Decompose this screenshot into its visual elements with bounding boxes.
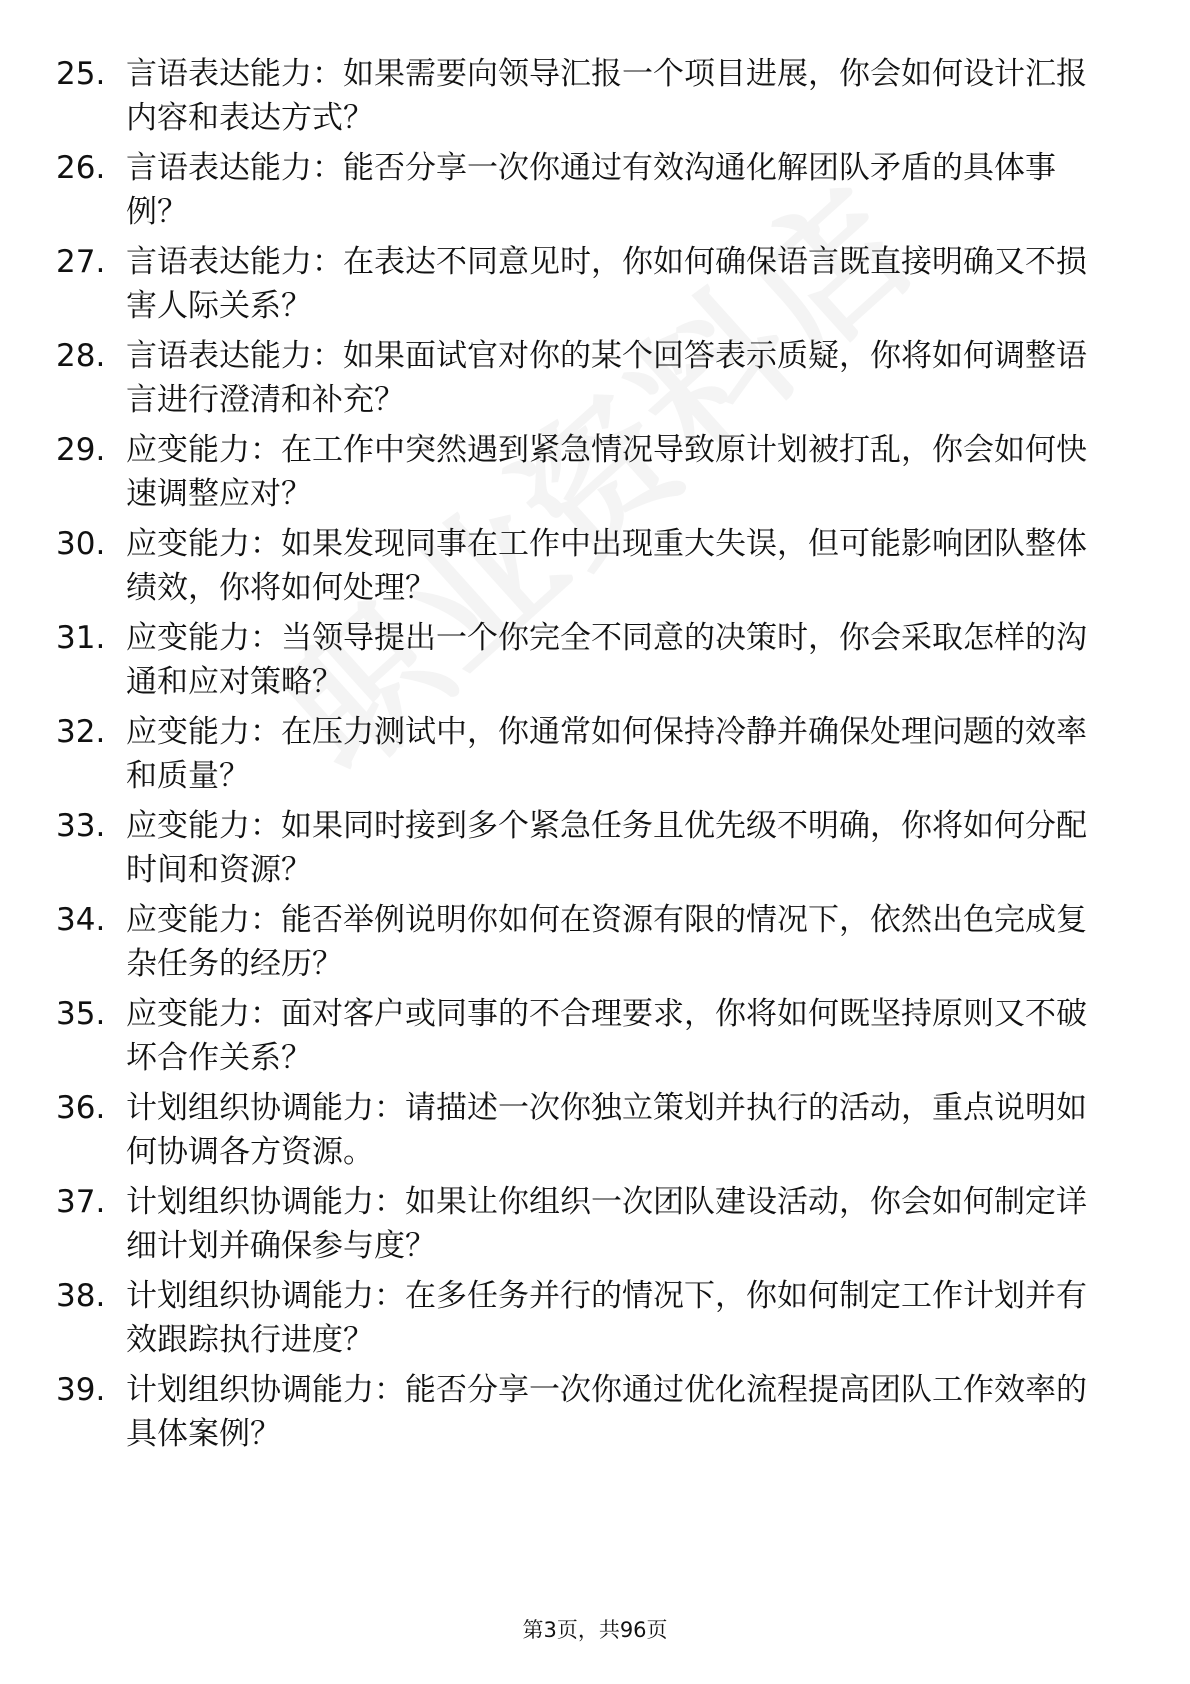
question-number: 37.: [56, 1184, 106, 1220]
question-text: 应变能力：如果发现同事在工作中出现重大失误，但可能影响团队整体绩效，你将如何处理？: [126, 526, 1087, 606]
question-number: 34.: [56, 902, 106, 938]
list-item: [0, 240, 1190, 334]
question-text: 言语表达能力：在表达不同意见时，你如何确保语言既直接明确又不损害人际关系？: [126, 244, 1087, 324]
question-number: 25.: [56, 56, 106, 92]
question-number: 26.: [56, 150, 106, 186]
question-number: 28.: [56, 338, 106, 374]
question-number: 32.: [56, 714, 106, 750]
list-item: [0, 1274, 1190, 1368]
list-item: [0, 522, 1190, 616]
question-text: 应变能力：当领导提出一个你完全不同意的决策时，你会采取怎样的沟通和应对策略？: [126, 620, 1087, 700]
question-text: 言语表达能力：能否分享一次你通过有效沟通化解团队矛盾的具体事例？: [126, 150, 1056, 230]
question-number: 38.: [56, 1278, 106, 1314]
question-text: 计划组织协调能力：请描述一次你独立策划并执行的活动，重点说明如何协调各方资源。: [126, 1090, 1087, 1170]
question-text: 计划组织协调能力：在多任务并行的情况下，你如何制定工作计划并有效跟踪执行进度？: [126, 1278, 1087, 1358]
question-text: 言语表达能力：如果需要向领导汇报一个项目进展，你会如何设计汇报内容和表达方式？: [126, 56, 1087, 136]
question-text: 应变能力：在压力测试中，你通常如何保持冷静并确保处理问题的效率和质量？: [126, 714, 1087, 794]
question-number: 31.: [56, 620, 106, 656]
question-number: 36.: [56, 1090, 106, 1126]
question-text: 计划组织协调能力：能否分享一次你通过优化流程提高团队工作效率的具体案例？: [126, 1372, 1087, 1452]
question-text: 计划组织协调能力：如果让你组织一次团队建设活动，你会如何制定详细计划并确保参与度？: [126, 1184, 1087, 1264]
list-item: [0, 804, 1190, 898]
list-item: [0, 710, 1190, 804]
list-item: [0, 1180, 1190, 1274]
question-number: 33.: [56, 808, 106, 844]
question-number: 30.: [56, 526, 106, 562]
list-item: [0, 992, 1190, 1086]
list-item: [0, 334, 1190, 428]
question-number: 27.: [56, 244, 106, 280]
question-list: [0, 52, 1190, 1462]
question-text: 应变能力：能否举例说明你如何在资源有限的情况下，依然出色完成复杂任务的经历？: [126, 902, 1087, 982]
page-number-footer: 第3页，共96页: [522, 1618, 668, 1642]
question-text: 应变能力：在工作中突然遇到紧急情况导致原计划被打乱，你会如何快速调整应对？: [126, 432, 1087, 512]
list-item: [0, 898, 1190, 992]
list-item: [0, 1086, 1190, 1180]
question-text: 言语表达能力：如果面试官对你的某个回答表示质疑，你将如何调整语言进行澄清和补充？: [126, 338, 1087, 418]
list-item: [0, 52, 1190, 146]
list-item: [0, 1368, 1190, 1462]
question-text: 应变能力：面对客户或同事的不合理要求，你将如何既坚持原则又不破坏合作关系？: [126, 996, 1087, 1076]
question-number: 35.: [56, 996, 106, 1032]
question-text: 应变能力：如果同时接到多个紧急任务且优先级不明确，你将如何分配时间和资源？: [126, 808, 1087, 888]
question-number: 39.: [56, 1372, 106, 1408]
list-item: [0, 146, 1190, 240]
list-item: [0, 428, 1190, 522]
question-number: 29.: [56, 432, 106, 468]
list-item: [0, 616, 1190, 710]
